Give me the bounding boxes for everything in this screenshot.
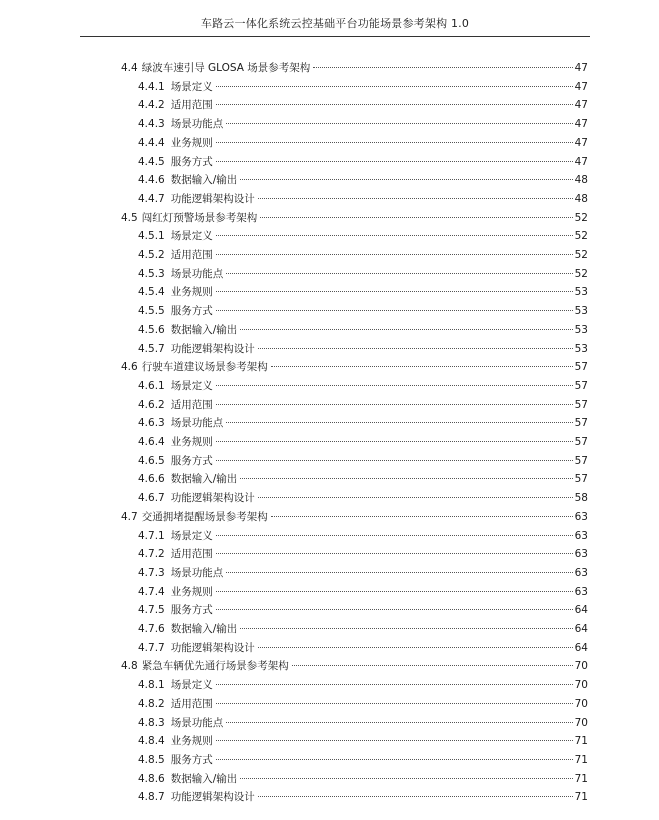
toc-entry-page-number: 47 xyxy=(574,118,588,131)
toc-entry-title: 功能逻辑架构设计 xyxy=(170,192,255,205)
toc-entry-page-number: 48 xyxy=(574,192,588,205)
toc-entry-page-number: 57 xyxy=(574,473,588,486)
toc-subsection-entry[interactable] xyxy=(138,470,588,488)
toc-subsection-entry[interactable] xyxy=(138,302,588,320)
toc-subsection-entry[interactable] xyxy=(138,433,588,451)
toc-subsection-entry[interactable] xyxy=(138,676,588,694)
toc-entry-number: 4.6.5 xyxy=(138,454,165,467)
toc-subsection-entry[interactable] xyxy=(138,414,588,432)
dot-leader xyxy=(216,609,573,610)
dot-leader xyxy=(216,535,573,536)
toc-subsection-entry[interactable] xyxy=(138,96,588,114)
toc-entry-number: 4.5.5 xyxy=(138,305,165,318)
toc-entry-title: 适用范围 xyxy=(170,249,213,261)
toc-entry-title: 数据输入/输出 xyxy=(170,772,238,785)
toc-entry-page-number: 48 xyxy=(574,174,588,187)
toc-entry-number: 4.8.5 xyxy=(138,753,165,766)
toc-subsection-entry[interactable] xyxy=(138,770,588,788)
toc-entry-number: 4.6.4 xyxy=(138,436,165,448)
dot-leader xyxy=(216,385,573,386)
toc-entry-page-number: 57 xyxy=(574,436,588,448)
toc-subsection-entry[interactable] xyxy=(138,639,588,657)
toc-entry-page-number: 63 xyxy=(574,529,588,542)
toc-entry-number: 4.5.6 xyxy=(138,323,165,336)
toc-entry-title: 场景功能点 xyxy=(170,417,224,430)
toc-subsection-entry[interactable] xyxy=(138,732,588,750)
toc-subsection-entry[interactable] xyxy=(138,527,588,545)
toc-entry-number: 4.7.5 xyxy=(138,604,165,617)
toc-section-entry[interactable] xyxy=(121,657,588,675)
toc-entry-title: 适用范围 xyxy=(170,697,213,710)
toc-entry-page-number: 70 xyxy=(574,716,588,729)
toc-entry-page-number: 47 xyxy=(574,99,588,112)
dot-leader xyxy=(216,86,573,87)
toc-entry-number: 4.6.1 xyxy=(138,379,165,392)
toc-entry-number: 4.4.4 xyxy=(138,136,165,149)
dot-leader xyxy=(240,179,572,180)
toc-subsection-entry[interactable] xyxy=(138,283,588,301)
toc-entry-title: 闯红灯预警场景参考架构 xyxy=(141,211,258,224)
dot-leader xyxy=(216,235,573,236)
toc-entry-title: 场景功能点 xyxy=(170,118,224,131)
toc-entry-title: 数据输入/输出 xyxy=(170,174,238,187)
toc-entry-page-number: 52 xyxy=(574,211,588,224)
toc-entry-page-number: 71 xyxy=(574,735,588,748)
toc-entry-title: 场景定义 xyxy=(170,679,213,692)
toc-entry-title: 场景定义 xyxy=(170,230,213,243)
toc-entry-page-number: 63 xyxy=(574,548,588,561)
toc-entry-number: 4.5.3 xyxy=(138,267,165,280)
toc-entry-title: 场景功能点 xyxy=(170,267,224,280)
toc-entry-page-number: 63 xyxy=(574,566,588,579)
dot-leader xyxy=(292,665,573,666)
dot-leader xyxy=(216,104,573,105)
dot-leader xyxy=(240,329,572,330)
toc-entry-title: 业务规则 xyxy=(170,286,213,299)
dot-leader xyxy=(216,591,573,592)
toc-entry-title: 适用范围 xyxy=(170,398,213,411)
toc-entry-number: 4.4.2 xyxy=(138,99,165,112)
toc-entry-number: 4.7.7 xyxy=(138,641,165,654)
dot-leader xyxy=(216,759,573,760)
toc-entry-title: 服务方式 xyxy=(170,155,213,168)
toc-entry-number: 4.4 xyxy=(121,62,138,74)
dot-leader xyxy=(313,67,572,68)
toc-subsection-entry[interactable] xyxy=(138,396,588,414)
toc-entry-page-number: 70 xyxy=(574,697,588,710)
toc-entry-title: 服务方式 xyxy=(170,604,213,617)
toc-entry-number: 4.7.1 xyxy=(138,529,165,542)
dot-leader xyxy=(258,348,573,349)
toc-entry-page-number: 47 xyxy=(574,80,588,93)
toc-subsection-entry[interactable] xyxy=(138,620,588,638)
toc-section-entry[interactable] xyxy=(121,209,588,227)
toc-subsection-entry[interactable] xyxy=(138,583,588,601)
toc-subsection-entry[interactable] xyxy=(138,714,588,732)
dot-leader xyxy=(240,628,572,629)
toc-entry-page-number: 71 xyxy=(574,772,588,785)
toc-entry-page-number: 64 xyxy=(574,604,588,617)
document-title: 车路云一体化系统云控基础平台功能场景参考架构 1.0 xyxy=(200,17,470,30)
dot-leader xyxy=(216,291,573,292)
toc-subsection-entry[interactable] xyxy=(138,190,588,208)
toc-entry-number: 4.5 xyxy=(121,211,138,224)
toc-entry-number: 4.6.6 xyxy=(138,473,165,486)
toc-entry-number: 4.5.4 xyxy=(138,286,165,299)
toc-entry-page-number: 52 xyxy=(574,267,588,280)
toc-entry-page-number: 70 xyxy=(574,679,588,692)
toc-section-entry[interactable] xyxy=(121,508,588,526)
toc-entry-page-number: 64 xyxy=(574,623,588,635)
toc-subsection-entry[interactable] xyxy=(138,489,588,507)
toc-entry-number: 4.8.2 xyxy=(138,697,165,710)
toc-entry-title: 数据输入/输出 xyxy=(170,623,238,635)
toc-subsection-entry[interactable] xyxy=(138,78,588,96)
toc-entry-title: 场景定义 xyxy=(170,379,213,392)
toc-entry-number: 4.7.3 xyxy=(138,566,165,579)
dot-leader xyxy=(216,310,573,311)
toc-entry-number: 4.6 xyxy=(121,361,138,374)
toc-entry-title: 适用范围 xyxy=(170,99,213,112)
toc-subsection-entry[interactable] xyxy=(138,246,588,264)
dot-leader xyxy=(271,366,573,367)
toc-entry-page-number: 63 xyxy=(574,510,588,523)
toc-entry-title: 数据输入/输出 xyxy=(170,323,238,336)
toc-entry-title: 业务规则 xyxy=(170,735,213,748)
toc-entry-title: 场景功能点 xyxy=(170,716,224,729)
toc-entry-number: 4.7.4 xyxy=(138,585,165,598)
toc-entry-title: 业务规则 xyxy=(170,436,213,448)
toc-subsection-entry[interactable] xyxy=(138,788,588,806)
toc-entry-page-number: 63 xyxy=(574,585,588,598)
toc-entry-page-number: 47 xyxy=(574,136,588,149)
toc-entry-title: 功能逻辑架构设计 xyxy=(170,791,255,804)
toc-entry-number: 4.5.7 xyxy=(138,342,165,355)
toc-entry-number: 4.7 xyxy=(121,510,138,523)
toc-subsection-entry[interactable] xyxy=(138,452,588,470)
toc-entry-number: 4.4.3 xyxy=(138,118,165,131)
toc-entry-number: 4.5.1 xyxy=(138,230,165,243)
toc-subsection-entry[interactable] xyxy=(138,751,588,769)
toc-subsection-entry[interactable] xyxy=(138,321,588,339)
toc-subsection-entry[interactable] xyxy=(138,153,588,171)
toc-subsection-entry[interactable] xyxy=(138,564,588,582)
toc-entry-number: 4.8.7 xyxy=(138,791,165,804)
toc-subsection-entry[interactable] xyxy=(138,601,588,619)
dot-leader xyxy=(226,422,572,423)
toc-subsection-entry[interactable] xyxy=(138,340,588,358)
toc-entry-title: 场景定义 xyxy=(170,529,213,542)
dot-leader xyxy=(240,478,572,479)
toc-entry-page-number: 57 xyxy=(574,454,588,467)
dot-leader xyxy=(258,796,573,797)
toc-entry-title: 功能逻辑架构设计 xyxy=(170,342,255,355)
toc-entry-page-number: 70 xyxy=(574,660,588,673)
dot-leader xyxy=(216,441,573,442)
dot-leader xyxy=(216,740,573,741)
toc-entry-title: 交通拥堵提醒场景参考架构 xyxy=(141,510,268,523)
toc-entry-number: 4.6.7 xyxy=(138,492,165,505)
toc-subsection-entry[interactable] xyxy=(138,115,588,133)
dot-leader xyxy=(216,142,573,143)
dot-leader xyxy=(258,497,573,498)
toc-entry-title: 绿波车速引导 GLOSA 场景参考架构 xyxy=(141,62,311,74)
toc-entry-number: 4.6.3 xyxy=(138,417,165,430)
toc-entry-number: 4.5.2 xyxy=(138,249,165,261)
toc-entry-number: 4.8.3 xyxy=(138,716,165,729)
toc-entry-page-number: 57 xyxy=(574,398,588,411)
toc-entry-number: 4.4.1 xyxy=(138,80,165,93)
toc-entry-number: 4.4.7 xyxy=(138,192,165,205)
dot-leader xyxy=(216,703,573,704)
toc-entry-title: 服务方式 xyxy=(170,454,213,467)
toc-entry-title: 紧急车辆优先通行场景参考架构 xyxy=(141,660,289,673)
toc-entry-page-number: 57 xyxy=(574,361,588,374)
toc-entry-page-number: 71 xyxy=(574,753,588,766)
dot-leader xyxy=(258,647,573,648)
toc-entry-number: 4.7.6 xyxy=(138,623,165,635)
toc-entry-page-number: 53 xyxy=(574,342,588,355)
toc-entry-title: 业务规则 xyxy=(170,136,213,149)
toc-subsection-entry[interactable] xyxy=(138,134,588,152)
dot-leader xyxy=(216,254,573,255)
toc-subsection-entry[interactable] xyxy=(138,377,588,395)
toc-entry-page-number: 47 xyxy=(574,62,588,74)
toc-entry-number: 4.4.5 xyxy=(138,155,165,168)
toc-subsection-entry[interactable] xyxy=(138,171,588,189)
dot-leader xyxy=(226,572,572,573)
dot-leader xyxy=(216,553,573,554)
toc-subsection-entry[interactable] xyxy=(138,227,588,245)
toc-entry-title: 服务方式 xyxy=(170,305,213,318)
toc-entry-page-number: 53 xyxy=(574,305,588,318)
toc-entry-number: 4.8.4 xyxy=(138,735,165,748)
toc-entry-page-number: 52 xyxy=(574,249,588,261)
dot-leader xyxy=(216,404,573,405)
toc-subsection-entry[interactable] xyxy=(138,545,588,563)
dot-leader xyxy=(258,198,573,199)
toc-entry-page-number: 52 xyxy=(574,230,588,243)
toc-entry-title: 数据输入/输出 xyxy=(170,473,238,486)
dot-leader xyxy=(226,722,572,723)
dot-leader xyxy=(226,123,572,124)
toc-entry-number: 4.8.1 xyxy=(138,679,165,692)
dot-leader xyxy=(226,273,572,274)
toc-entry-title: 适用范围 xyxy=(170,548,213,561)
toc-entry-title: 服务方式 xyxy=(170,753,213,766)
toc-entry-title: 功能逻辑架构设计 xyxy=(170,492,255,505)
toc-entry-title: 场景功能点 xyxy=(170,566,224,579)
toc-entry-title: 功能逻辑架构设计 xyxy=(170,641,255,654)
toc-entry-page-number: 53 xyxy=(574,323,588,336)
toc-entry-number: 4.7.2 xyxy=(138,548,165,561)
toc-entry-number: 4.4.6 xyxy=(138,174,165,187)
toc-entry-page-number: 57 xyxy=(574,379,588,392)
toc-entry-number: 4.6.2 xyxy=(138,398,165,411)
dot-leader xyxy=(260,217,572,218)
toc-section-entry[interactable] xyxy=(121,59,588,77)
dot-leader xyxy=(216,460,573,461)
page-header xyxy=(80,16,590,37)
toc-entry-title: 场景定义 xyxy=(170,80,213,93)
dot-leader xyxy=(271,516,573,517)
dot-leader xyxy=(240,778,572,779)
toc-entry-title: 行驶车道建议场景参考架构 xyxy=(141,361,268,374)
dot-leader xyxy=(216,684,573,685)
toc-entry-page-number: 47 xyxy=(574,155,588,168)
toc-entry-number: 4.8.6 xyxy=(138,772,165,785)
toc-entry-page-number: 57 xyxy=(574,417,588,430)
toc-subsection-entry[interactable] xyxy=(138,695,588,713)
toc-entry-page-number: 64 xyxy=(574,641,588,654)
toc-section-entry[interactable] xyxy=(121,358,588,376)
toc-entry-page-number: 58 xyxy=(574,492,588,505)
toc-entry-number: 4.8 xyxy=(121,660,138,673)
toc-entry-page-number: 71 xyxy=(574,791,588,804)
toc-entry-title: 业务规则 xyxy=(170,585,213,598)
dot-leader xyxy=(216,161,573,162)
toc-entry-page-number: 53 xyxy=(574,286,588,299)
toc-subsection-entry[interactable] xyxy=(138,265,588,283)
